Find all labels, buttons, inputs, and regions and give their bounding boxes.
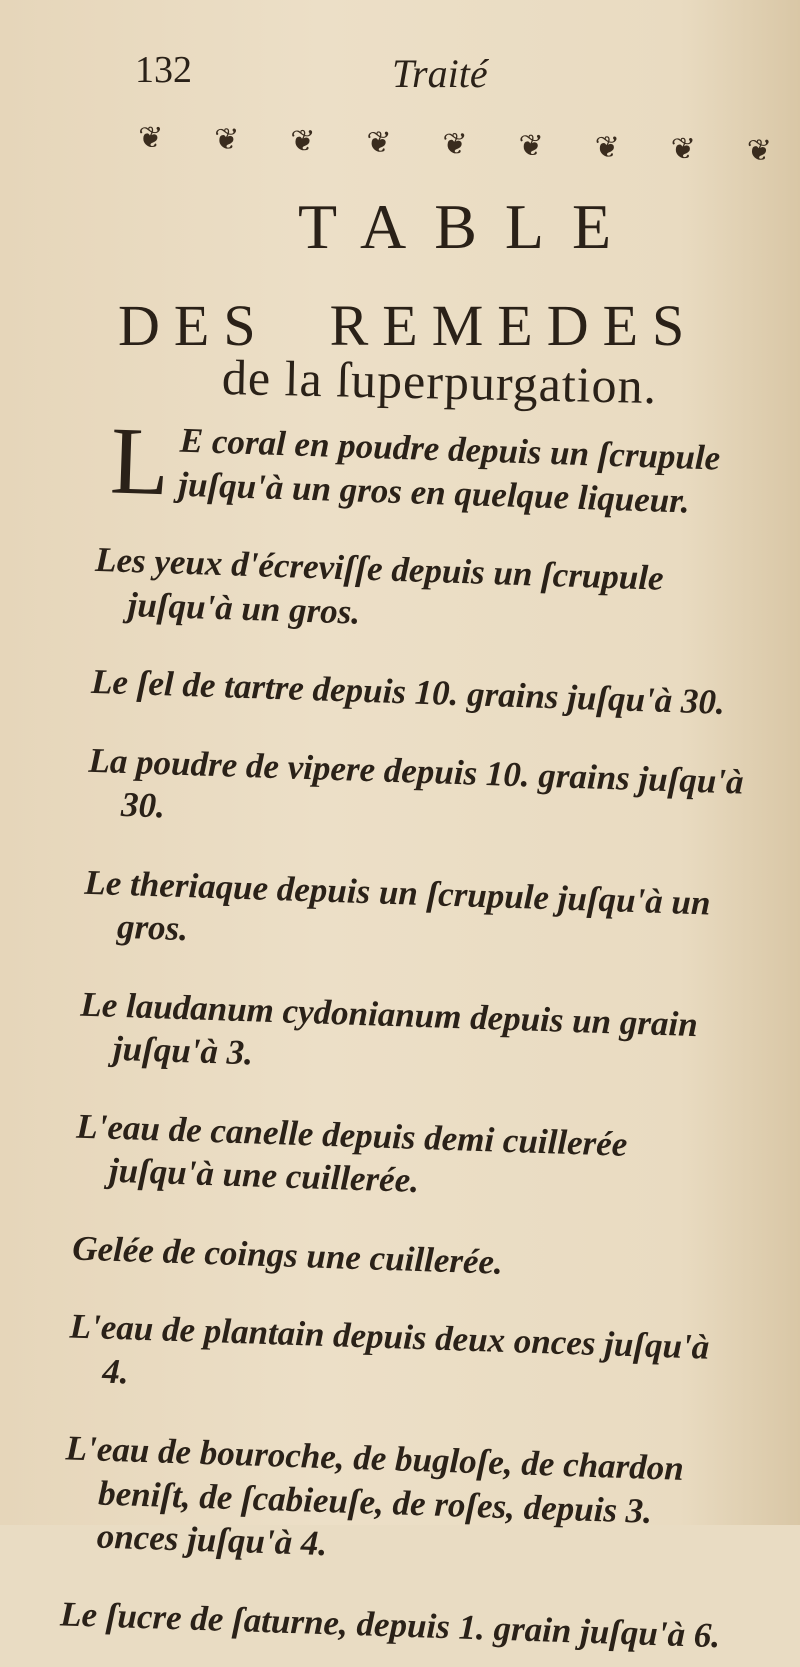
remedy-entry: L'eau de plantain depuis deux onces juſqu'à 4.: [69, 1306, 710, 1391]
remedy-entry: Le laudanum cydonianum depuis un grain juſqu'à 3.: [79, 984, 699, 1073]
remedy-entry: L'eau de canelle depuis demi cuillerée juſqu'à une cuillerée.: [75, 1106, 628, 1200]
fleuron-icon: ❦: [365, 125, 390, 160]
fleuron-icon: ❦: [442, 127, 466, 161]
fleuron-icon: ❦: [137, 120, 162, 155]
section-title-line-2: [118, 292, 778, 359]
fleuron-icon: ❦: [213, 122, 238, 156]
fleuron-icon: ❦: [518, 128, 542, 163]
fleuron-icon: ❦: [670, 132, 695, 166]
running-title: Traité: [392, 51, 488, 96]
remedy-entry: Le theriaque depuis un ſcrupule juſqu'à un gros.: [83, 862, 712, 949]
remedy-entry: Gelée de coings une cuillerée.: [71, 1228, 504, 1282]
remedy-entry-text: E coral en poudre depuis un ſcrupule juſqu'à un gros en quelque liqueur.: [177, 420, 721, 521]
page-number: 132: [135, 49, 192, 91]
remedy-entry: La poudre de vipere depuis 10. grains juſqu'à 30.: [87, 740, 745, 826]
fleuron-icon: ❦: [746, 133, 771, 168]
section-subtitle: de la ſuperpurgation.: [221, 349, 658, 415]
fleuron-icon: ❦: [289, 124, 314, 158]
fleuron-icon: ❦: [594, 130, 619, 164]
remedy-entry: L'eau de bouroche, de bugloſe, de chardon beniſt, de ſcabieuſe, de roſes, depuis 3. onces juſqu'à 4.: [65, 1428, 685, 1564]
drop-cap: L: [108, 406, 171, 516]
remedy-entry: [97, 406, 764, 525]
remedy-entry: Les yeux d'écreviſſe depuis un ſcrupule juſqu'à un gros.: [94, 539, 665, 632]
ornamental-band: [138, 115, 771, 172]
remedy-entry: Le ſucre de ſaturne, depuis 1. grain juſqu'à 6.: [59, 1593, 721, 1655]
page-header: [0, 40, 800, 100]
remedy-entry: Le ſel de tartre depuis 10. grains juſqu'à 30.: [90, 661, 726, 722]
title-word-des: DES: [118, 293, 270, 358]
remedy-list: [59, 406, 763, 1667]
title-word-remedes: REMEDES: [329, 293, 699, 358]
section-title: TABLE: [298, 191, 640, 262]
